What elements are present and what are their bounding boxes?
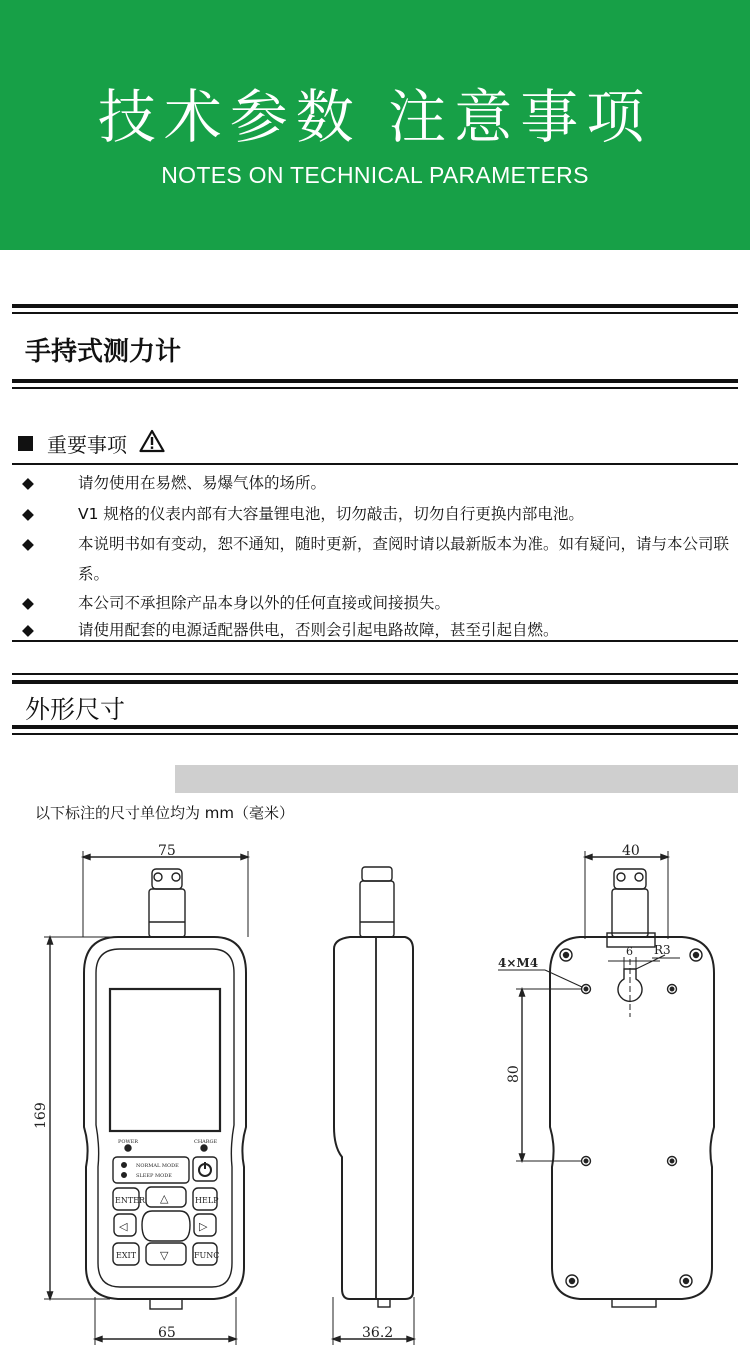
- diamond-bullet-icon: ◆: [22, 594, 34, 612]
- back-view: [498, 843, 714, 1307]
- dim-keyhole-radius: R3: [654, 943, 671, 957]
- dim-hole-spacing: 80: [506, 1065, 522, 1083]
- dim-front-height: 169: [33, 1102, 49, 1129]
- notice-heading: [18, 429, 165, 458]
- notice-item-text: 请使用配套的电源适配器供电，否则会引起电路故障，甚至引起自燃。: [78, 621, 559, 639]
- unit-note: 以下标注的尺寸单位均为 mm（毫米）: [35, 804, 294, 822]
- gray-bar: [175, 765, 738, 793]
- dim-keyhole-width: 6: [626, 945, 633, 958]
- divider: [12, 304, 738, 308]
- header-banner: [0, 0, 750, 250]
- side-view: [333, 867, 414, 1345]
- divider: [12, 680, 738, 684]
- product-title: 手持式测力计: [25, 337, 182, 367]
- dim-front-bottom: 65: [158, 1325, 176, 1341]
- notice-item-text: 请勿使用在易燃、易爆气体的场所。: [78, 474, 327, 492]
- divider: [12, 312, 738, 314]
- normal-mode-label: NORMAL MODE: [136, 1163, 179, 1169]
- divider: [12, 387, 738, 389]
- dim-screws: 4×M4: [498, 956, 539, 970]
- notice-item-text: 本公司不承担除产品本身以外的任何直接或间接损失。: [78, 594, 451, 612]
- banner-title: 技术参数 注意事项: [97, 83, 653, 151]
- func-key: FUNC: [194, 1251, 220, 1260]
- diamond-bullet-icon: ◆: [22, 474, 34, 492]
- divider: [12, 733, 738, 735]
- warning-triangle-icon: [139, 429, 165, 458]
- left-key: ◁: [119, 1220, 128, 1233]
- dimensions-title: 外形尺寸: [25, 695, 126, 724]
- divider: [12, 673, 738, 675]
- enter-key: ENTER: [115, 1196, 146, 1205]
- dim-front-width: 75: [158, 843, 176, 859]
- power-label: POWER: [118, 1139, 139, 1145]
- exit-key: EXIT: [116, 1251, 137, 1260]
- sleep-mode-label: SLEEP MODE: [136, 1173, 172, 1179]
- notice-heading-label: 重要事项: [47, 433, 127, 457]
- dimension-drawing: [0, 827, 750, 1367]
- diamond-bullet-icon: ◆: [22, 535, 34, 553]
- black-square-icon: [18, 436, 33, 451]
- diamond-bullet-icon: ◆: [22, 505, 34, 523]
- notice-item-text: 本说明书如有变动，恕不通知，随时更新，查阅时请以最新版本为准。如有疑问，请与本公司联系。: [78, 535, 730, 583]
- right-key: ▷: [199, 1220, 208, 1233]
- banner-subtitle: NOTES ON TECHNICAL PARAMETERS: [161, 162, 589, 188]
- diamond-bullet-icon: ◆: [22, 621, 34, 639]
- dim-side-depth: 36.2: [362, 1325, 394, 1341]
- divider: [12, 725, 738, 729]
- notice-item-text: V1 规格的仪表内部有大容量锂电池，切勿敲击，切勿自行更换内部电池。: [78, 505, 584, 523]
- divider: [12, 463, 738, 465]
- up-key: △: [160, 1192, 169, 1205]
- charge-label: CHARGE: [194, 1139, 218, 1145]
- divider: [12, 379, 738, 383]
- dim-back-width: 40: [622, 843, 640, 859]
- front-view: [33, 843, 248, 1345]
- divider: [12, 640, 738, 642]
- down-key: ▽: [160, 1249, 169, 1262]
- help-key: HELP: [195, 1196, 219, 1205]
